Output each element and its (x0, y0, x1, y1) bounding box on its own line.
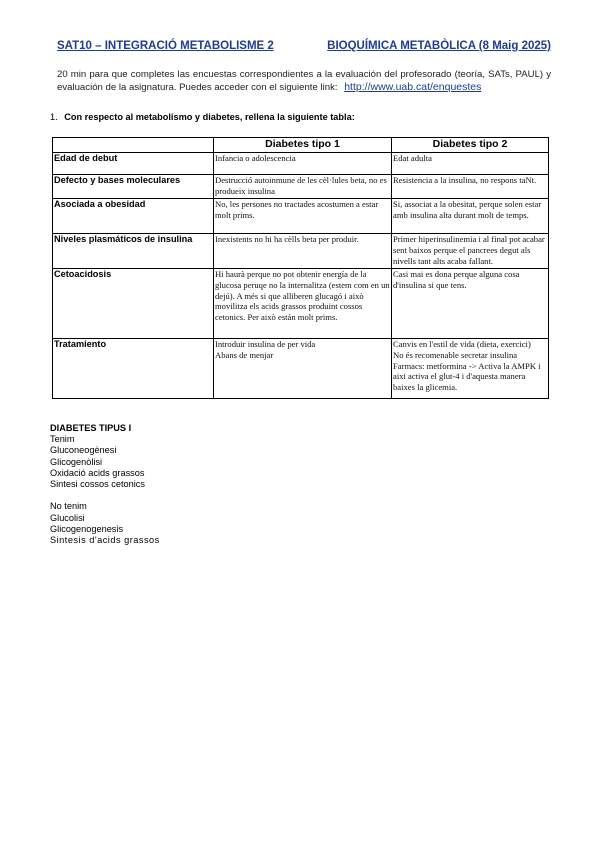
list-item: Tenim (50, 434, 75, 445)
row-label: Edad de debut (53, 153, 214, 175)
table-header-row (53, 138, 549, 153)
row-label: Niveles plasmáticos de insulina (53, 234, 214, 269)
type2-cell: Canvis en l'estil de vida (dieta, exercici) No és recomenable secretar insulina Farmacs: metformina -> Activa la AMPK i aixi activa el glut-4 i d'aquesta manera baixes la glicemia. (392, 339, 549, 399)
type2-cell: Resistencia a la insulina, no respons taNt. (392, 175, 549, 199)
list-item: Sintesi cossos cetonics (50, 479, 145, 490)
header-subject-title: BIOQUÍMICA METABÒLICA (8 Maig 2025) (327, 40, 551, 52)
type2-cell: Edat adulta (392, 153, 549, 175)
list-item: Glicogenogenesis (50, 523, 124, 534)
list-item: Sintesis d'acids grassos (50, 535, 160, 546)
intro-text: 20 min para que completes las encuestas correspondientes a la evaluación del profesorado (teoría, SATs, PAUL) y evaluación de la asignatura. Puedes acceder con el siguiente link: (57, 69, 551, 94)
question-text: Con respecto al metabolismo y diabetes, rellena la siguiente tabla: (64, 112, 355, 122)
type1-cell: Inexistents no hi ha cèlls beta per produir. (214, 234, 392, 269)
list-item: Glicogenòlisi (50, 456, 103, 467)
row-label: Defecto y bases moleculares (53, 175, 214, 199)
table-row (53, 339, 549, 399)
notes-title: DIABETES TIPUS I (50, 423, 132, 433)
type1-cell: Hi haurà perque no pot obtenir energía de la glucosa peruqe no la internalitza (estem com en un dejú). A més si que alliberen glucagó i això movilitza els acids grassos produint cossos cetonics. Per això están molt prims. (214, 269, 392, 339)
type2-cell: Si, associat a la obesitat, perque solen estar amb insulina alta durant molt de temps. (392, 199, 549, 234)
header-empty (53, 138, 214, 153)
type1-cell: Infancia o adolescencia (214, 153, 392, 175)
question-1 (50, 112, 355, 122)
spacer (50, 490, 160, 501)
list-item: Gluconeogènesi (50, 445, 117, 456)
page-header (57, 40, 551, 55)
table-row (53, 175, 549, 199)
table-row (53, 234, 549, 269)
table-row (53, 269, 549, 339)
row-label: Asociada a obesidad (53, 199, 214, 234)
list-item: Glucolisi (50, 512, 85, 523)
type2-cell: Casi mai es dona perque alguna cosa d'insulina si que tens. (392, 269, 549, 339)
list-item: No tenim (50, 501, 87, 512)
diabetes-table (52, 137, 549, 399)
type1-cell: Introduir insulina de per vida Abans de menjar (214, 339, 392, 399)
question-number: 1. (50, 112, 58, 122)
intro-paragraph (57, 68, 551, 94)
survey-link[interactable]: http://www.uab.cat/enquestes (344, 81, 482, 94)
type1-cell: Destrucció autoinmune de les cèl·lules beta, no es produeix insulina (214, 175, 392, 199)
notes-section (50, 423, 160, 546)
table-row (53, 153, 549, 175)
header-course-title: SAT10 – INTEGRACIÓ METABOLISME 2 (57, 40, 274, 52)
type2-cell: Primer hiperinsulinemia i al final pot acabar sent baixos perque el pancrees degut als nivells tant alts acaba fallant. (392, 234, 549, 269)
row-label: Cetoacidosis (53, 269, 214, 339)
row-label: Tratamiento (53, 339, 214, 399)
type1-cell: No, les persones no tractades acostumen a estar molt prims. (214, 199, 392, 234)
header-diabetes-type-1: Diabetes tipo 1 (214, 138, 392, 153)
table-row (53, 199, 549, 234)
header-diabetes-type-2: Diabetes tipo 2 (392, 138, 549, 153)
list-item: Oxidació acids grassos (50, 467, 145, 478)
